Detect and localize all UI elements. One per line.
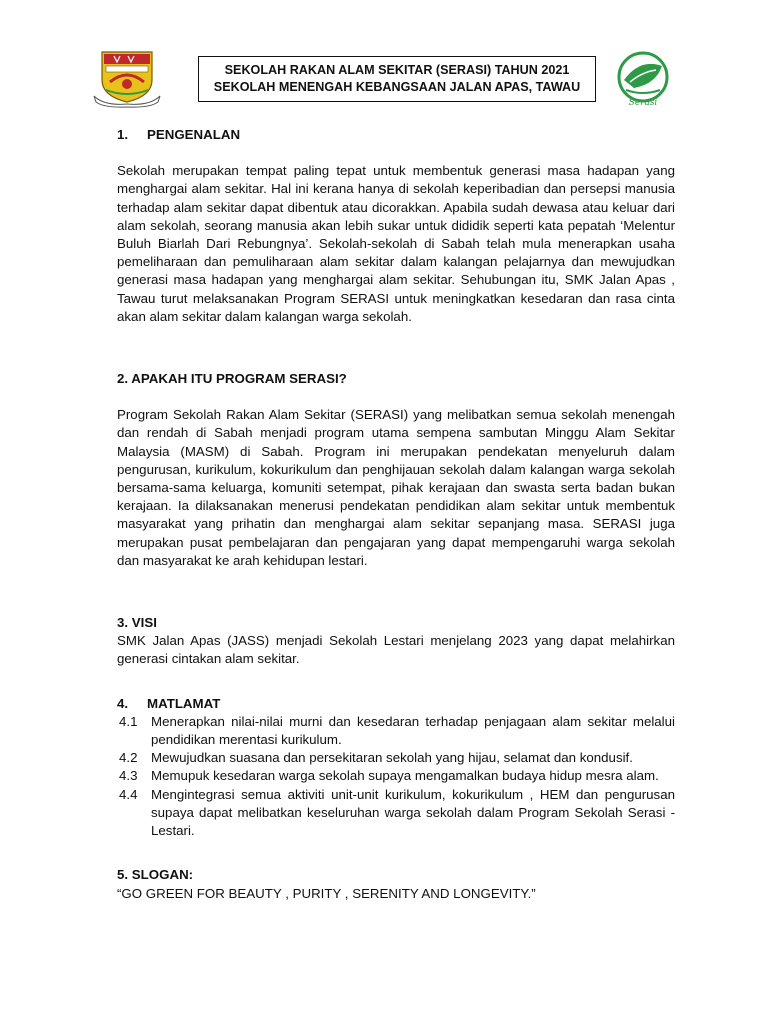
header-line-1: SEKOLAH RAKAN ALAM SEKITAR (SERASI) TAHUN 2021	[224, 63, 570, 77]
school-crest-icon	[92, 46, 162, 108]
list-item: 4.3 Memupuk kesedaran warga sekolah supaya mengamalkan budaya hidup mesra alam.	[119, 768, 659, 784]
section-2-heading: 2. APAKAH ITU PROGRAM SERASI?	[117, 371, 347, 387]
serasi-logo-icon	[612, 50, 674, 108]
section-4-heading: 4. MATLAMAT	[117, 695, 221, 711]
header-line-2: SEKOLAH MENENGAH KEBANGSAAN JALAN APAS, TAWAU	[213, 80, 581, 94]
serasi-logo-text: Serasi	[628, 98, 658, 108]
document-body	[117, 126, 675, 903]
section-1-text: Sekolah merupakan tempat paling tepat untuk membentuk generasi masa hadapan yang menghargai alam sekitar. Hal ini kerana hanya di sekolah keperibadian dan persepsi manusia terhadap alam sekitar dapat dibentuk atau dicorakkan. Apabila sudah dewasa atau keluar dari alam sekolah, seorang manusia akan lebih sukar untuk dididik seperti kata pepatah ‘Melentur Buluh Biarlah Dari Rebungnya’. Sekolah-sekolah di Sabah telah mula menerapkan usaha pemeliharaan dan pemuliharaan alam sekitar dalam kalangan pelajarnya dan mewujudkan generasi masa hadapan yang menghargai alam sekitar. Sehubungan itu, SMK Jalan Apas , Tawau turut melaksanakan Program SERASI untuk meningkatkan kesedaran dan rasa cinta akan alam sekitar dalam kalangan warga sekolah.	[117, 163, 675, 324]
section-5-heading: 5. SLOGAN:	[117, 867, 194, 883]
section-2-text: Program Sekolah Rakan Alam Sekitar (SERASI) yang melibatkan semua sekolah menengah dan rendah di Sabah menjadi program utama sempena sambutan Minggu Alam Sekitar Malaysia (MASM) di Sabah. Program ini merupakan pendekatan menyeluruh dalam pengurusan, kurikulum, kokurikulum dan penghijauan sekolah dalam kalangan warga sekolah bersama-sama keluarga, komuniti setempat, pihak kerajaan dan swasta serta badan bukan kerajaan. Ia dilaksanakan menerusi pendekatan pendidikan alam sekitar untuk membentuk masyarakat yang prihatin dan menghargai alam sekitar sepanjang masa. SERASI juga merupakan pusat pembelajaran dan pengajaran yang dapat mempengaruhi warga sekolah dan masyarakat ke arah kehidupan lestari.	[117, 407, 675, 568]
section-3-heading: 3. VISI	[117, 615, 157, 631]
list-item: 4.1 Menerapkan nilai-nilai murni dan kesedaran terhadap penjagaan alam sekitar melalui pendidikan merentasi kurikulum.	[119, 713, 675, 748]
list-item: 4.4 Mengintegrasi semua aktiviti unit-unit kurikulum, kokurikulum , HEM dan pengurusan supaya dapat melibatkan keseluruhan warga sekolah dalam Program Sekolah Serasi - Lestari.	[119, 786, 675, 839]
header-title-box	[198, 56, 596, 102]
section-1-heading: 1. PENGENALAN	[117, 127, 241, 142]
slogan-text: “GO GREEN FOR BEAUTY , PURITY , SERENITY AND LONGEVITY.”	[117, 885, 536, 901]
section-3-text: SMK Jalan Apas (JASS) menjadi Sekolah Lestari menjelang 2023 yang dapat melahirkan generasi cintakan alam sekitar.	[117, 633, 675, 667]
list-item: 4.2 Mewujudkan suasana dan persekitaran sekolah yang hijau, selamat dan kondusif.	[119, 750, 633, 766]
